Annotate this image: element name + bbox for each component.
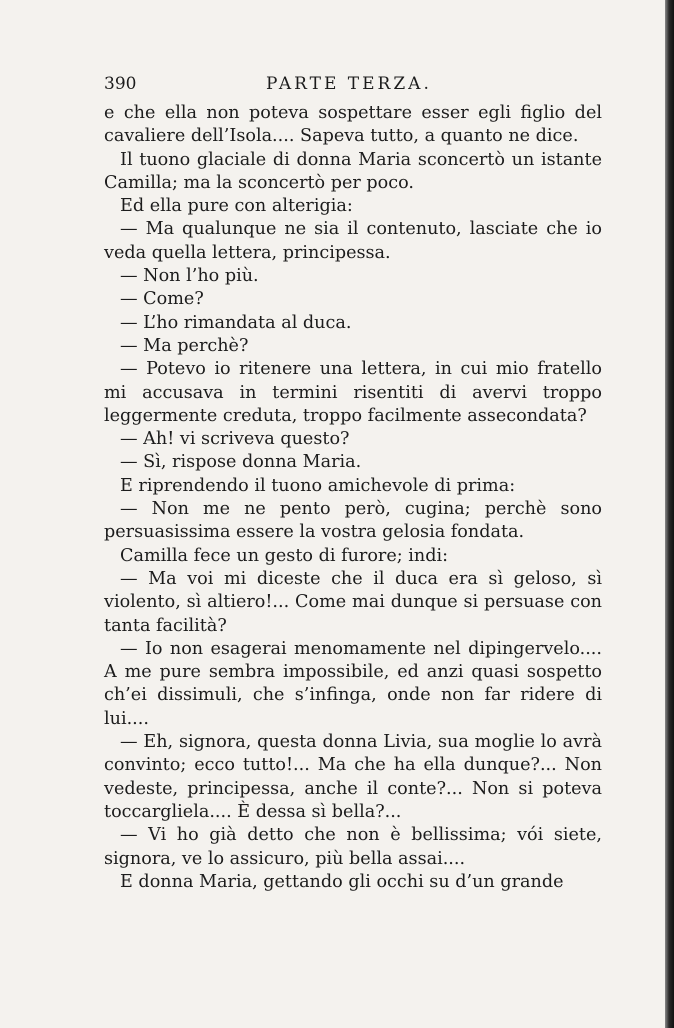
paragraph: — Vi ho già detto che non è bellissima; vói siete, signora, ve lo assicuro, più bella assai....	[104, 825, 602, 869]
paragraph: Ed ella pure con alterigia:	[120, 196, 353, 217]
page-header	[104, 74, 602, 100]
paragraph: — Potevo io ritenere una lettera, in cui mio fratello mi accusava in termini risentiti di avervi troppo leggermente creduta, troppo facilmente assecondata?	[104, 359, 602, 426]
book-spine-edge	[665, 0, 674, 1028]
paragraph: — Non l’ho più.	[120, 266, 259, 287]
paragraph: — Ma qualunque ne sia il contenuto, lasciate che io veda quella lettera, principessa.	[104, 219, 602, 263]
paragraph: — Ah! vi scriveva questo?	[120, 429, 350, 450]
page-number: 390	[104, 74, 137, 94]
paragraph: E donna Maria, gettando gli occhi su d’un grande	[120, 871, 564, 892]
paragraph: e che ella non poteva sospettare esser egli figlio del cavaliere dell’Isola.... Sapeva tutto, a quanto ne dice.	[104, 103, 602, 147]
paragraph: — L’ho rimandata al duca.	[120, 312, 352, 333]
paragraph: — Eh, signora, questa donna Livia, sua moglie lo avrà convinto; ecco tutto!... Ma che ha ella dunque?... Non vedeste, principessa, anche il conte?... Non si poteva toccargliela.... È dessa sì bella?...	[104, 732, 602, 822]
paragraph: — Come?	[120, 289, 204, 310]
paragraph: Il tuono glaciale di donna Maria sconcertò un istante Camilla; ma la sconcertò per poco.	[104, 149, 602, 193]
body-text	[104, 102, 602, 894]
paragraph: — Io non esagerai menomamente nel dipingervelo.... A me pure sembra impossibile, ed anzi quasi sospetto ch’ei dissimuli, che s’infinga, onde non far ridere di lui....	[104, 638, 602, 729]
running-head: PARTE TERZA.	[266, 74, 432, 94]
paragraph: — Ma perchè?	[120, 335, 249, 356]
book-page	[104, 74, 602, 894]
paragraph: Camilla fece un gesto di furore; indi:	[120, 545, 449, 566]
paragraph: — Sì, rispose donna Maria.	[120, 452, 362, 473]
paragraph: — Non me ne pento però, cugina; perchè sono persuasissima essere la vostra gelosia fondata.	[104, 499, 602, 543]
paragraph: E riprendendo il tuono amichevole di prima:	[120, 475, 516, 496]
paragraph: — Ma voi mi diceste che il duca era sì geloso, sì violento, sì altiero!... Come mai dunque si persuase con tanta facilità?	[104, 568, 602, 636]
